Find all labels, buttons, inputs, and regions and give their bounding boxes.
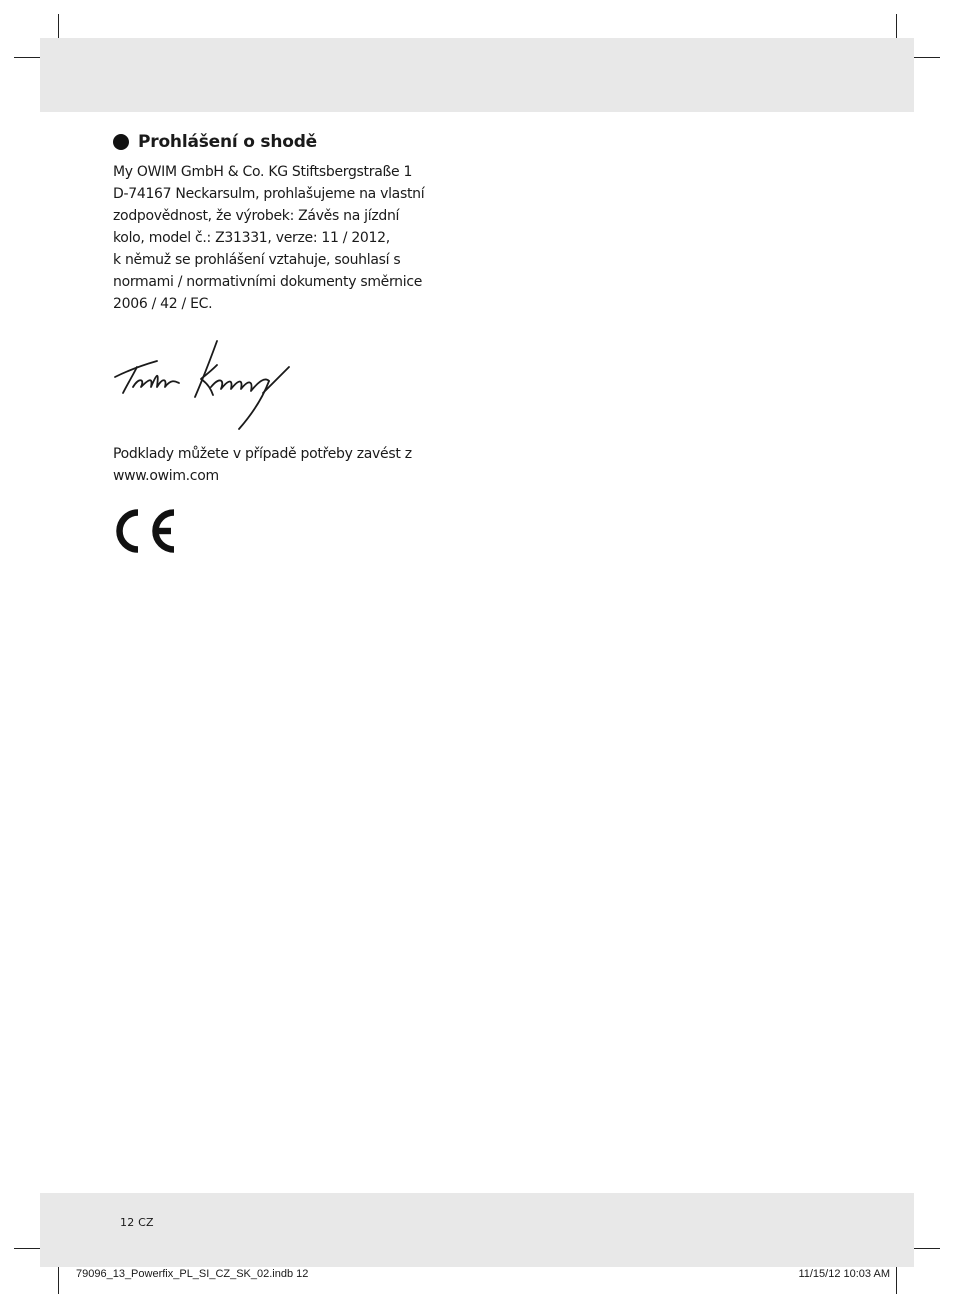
section-title: Prohlášení o shodě <box>138 132 318 152</box>
crop-mark-bottom-left-vertical <box>58 1264 59 1294</box>
ce-mark-icon <box>113 507 179 555</box>
declaration-text: My OWIM GmbH & Co. KG Stiftsbergstraße 1 D-74167 Neckarsulm, prohlašujeme na vlastní zodpovědnost, že výrobek: Závěs na jízdní kolo, model č.: Z31331, verze: 11 / 2012, k němuž se prohlášení vztahuje, souhlasí s normami / normativními dokumenty směrnice 2006 / 42 / EC. <box>113 164 425 312</box>
header-band <box>40 38 914 112</box>
page-number: 12 CZ <box>120 1216 154 1229</box>
documentation-note: Podklady můžete v případě potřeby zavést z www.owim.com <box>113 446 412 484</box>
footer-band <box>40 1193 914 1267</box>
crop-mark-bottom-right-vertical <box>896 1264 897 1294</box>
section-heading <box>113 132 473 152</box>
declaration-section <box>113 132 473 555</box>
print-timestamp: 11/15/12 10:03 AM <box>798 1268 890 1280</box>
signature-image <box>113 337 293 433</box>
print-filename: 79096_13_Powerfix_PL_SI_CZ_SK_02.indb 12 <box>76 1268 309 1280</box>
bullet-icon <box>113 134 129 150</box>
